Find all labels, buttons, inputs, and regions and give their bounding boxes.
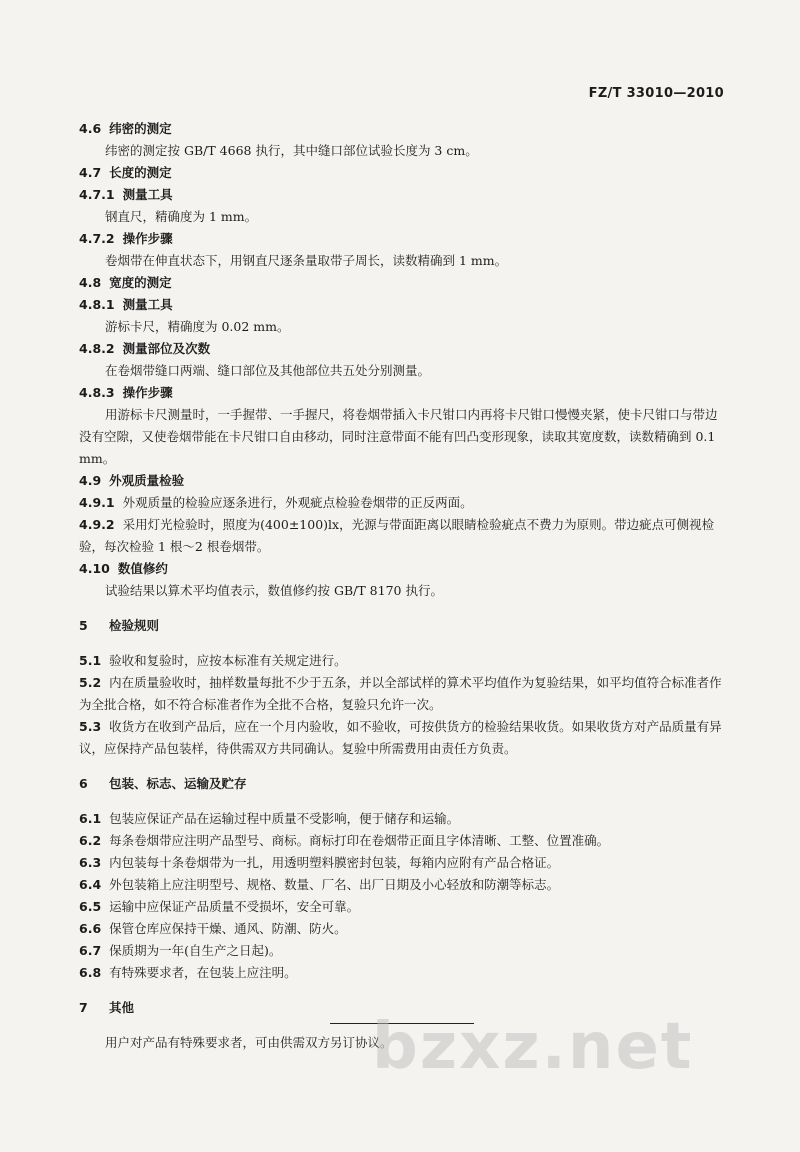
item-text: 采用灯光检验时，照度为(400±100)lx，光源与带面距离以眼睛检验疵点不费力为原则。带边疵点可侧视检验，每次检验 1 根～2 根卷烟带。	[79, 517, 715, 554]
item-number: 5.2	[79, 675, 102, 690]
numbered-item	[79, 650, 727, 672]
section-heading	[79, 558, 727, 580]
item-text: 每条卷烟带应注明产品型号、商标。商标打印在卷烟带正面且字体清晰、工整、位置准确。	[109, 833, 610, 848]
item-number: 6.1	[79, 811, 102, 826]
section-title: 操作步骤	[122, 231, 173, 246]
chapter-title: 检验规则	[109, 618, 160, 633]
section-number: 4.10	[79, 561, 110, 576]
item-number: 5.3	[79, 719, 102, 734]
numbered-item	[79, 716, 727, 760]
section-heading	[79, 228, 727, 250]
item-text: 内包装每十条卷烟带为一扎，用透明塑料膜密封包装，每箱内应附有产品合格证。	[109, 855, 560, 870]
numbered-item	[79, 492, 727, 514]
numbered-item	[79, 962, 727, 984]
section-heading	[79, 470, 727, 492]
section-title: 操作步骤	[122, 385, 173, 400]
chapter-number: 6	[79, 776, 88, 791]
chapter-title: 包装、标志、运输及贮存	[109, 776, 247, 791]
section-number: 4.7.2	[79, 231, 115, 246]
numbered-item	[79, 940, 727, 962]
section-title: 数值修约	[117, 561, 168, 576]
numbered-item	[79, 808, 727, 830]
section-heading	[79, 184, 727, 206]
section-number: 4.7.1	[79, 187, 115, 202]
item-number: 6.2	[79, 833, 102, 848]
section-number: 4.8	[79, 275, 102, 290]
item-text: 运输中应保证产品质量不受损坏，安全可靠。	[109, 899, 360, 914]
section-heading	[79, 382, 727, 404]
item-number: 6.5	[79, 899, 102, 914]
item-number: 6.7	[79, 943, 102, 958]
chapter-heading	[79, 773, 727, 795]
section-heading	[79, 272, 727, 294]
item-text: 外包装箱上应注明型号、规格、数量、厂名、出厂日期及小心轻放和防潮等标志。	[109, 877, 560, 892]
paragraph: 卷烟带在伸直状态下，用钢直尺逐条量取带子周长，读数精确到 1 mm。	[105, 253, 508, 268]
chapter-number: 5	[79, 618, 88, 633]
section-heading	[79, 118, 727, 140]
paragraph: 用户对产品有特殊要求者，可由供需双方另订协议。	[105, 1035, 393, 1050]
section-title: 测量工具	[122, 187, 173, 202]
item-text: 收货方在收到产品后，应在一个月内验收，如不验收，可按供货方的检验结果收货。如果收货方对产品质量有异议，应保持产品包装样，待供需双方共同确认。复验中所需费用由责任方负责。	[79, 719, 722, 756]
paragraph: 在卷烟带缝口两端、缝口部位及其他部位共五处分别测量。	[105, 363, 431, 378]
document-code: FZ/T 33010—2010	[588, 86, 724, 101]
chapter-title: 其他	[109, 1000, 135, 1015]
paragraph: 试验结果以算术平均值表示，数值修约按 GB/T 8170 执行。	[105, 583, 443, 598]
numbered-item	[79, 830, 727, 852]
chapter-number: 7	[79, 1000, 88, 1015]
item-text: 验收和复验时，应按本标准有关规定进行。	[109, 653, 347, 668]
section-number: 4.8.2	[79, 341, 115, 356]
item-text: 外观质量的检验应逐条进行，外观疵点检验卷烟带的正反两面。	[122, 495, 473, 510]
section-title: 纬密的测定	[109, 121, 172, 136]
numbered-item	[79, 852, 727, 874]
paragraph: 钢直尺，精确度为 1 mm。	[105, 209, 258, 224]
item-number: 5.1	[79, 653, 102, 668]
document-body	[79, 118, 727, 1054]
section-title: 测量部位及次数	[122, 341, 211, 356]
section-number: 4.8.1	[79, 297, 115, 312]
section-title: 宽度的测定	[109, 275, 172, 290]
item-text: 包装应保证产品在运输过程中质量不受影响，便于储存和运输。	[109, 811, 460, 826]
section-number: 4.7	[79, 165, 102, 180]
numbered-item	[79, 918, 727, 940]
paragraph: 用游标卡尺测量时，一手握带、一手握尺，将卷烟带插入卡尺钳口内再将卡尺钳口慢慢夹紧，使卡尺钳口与带边没有空隙，又使卷烟带能在卡尺钳口自由移动，同时注意带面不能有凹凸变形现象，读取其宽度数，读数精确到 0.1 mm。	[79, 407, 718, 466]
item-number: 4.9.2	[79, 517, 115, 532]
section-heading	[79, 294, 727, 316]
item-text: 保质期为一年(自生产之日起)。	[109, 943, 282, 958]
section-title: 测量工具	[122, 297, 173, 312]
item-text: 内在质量验收时，抽样数量每批不少于五条，并以全部试样的算术平均值作为复验结果，如平均值符合标准者作为全批合格，如不符合标准者作为全批不合格，复验只允许一次。	[79, 675, 722, 712]
item-number: 6.6	[79, 921, 102, 936]
item-number: 4.9.1	[79, 495, 115, 510]
numbered-item	[79, 672, 727, 716]
numbered-item	[79, 896, 727, 918]
item-text: 保管仓库应保持干燥、通风、防潮、防火。	[109, 921, 347, 936]
numbered-item	[79, 874, 727, 896]
section-title: 长度的测定	[109, 165, 172, 180]
section-heading	[79, 338, 727, 360]
paragraph: 纬密的测定按 GB/T 4668 执行，其中缝口部位试验长度为 3 cm。	[105, 143, 478, 158]
watermark: bzxz.net	[372, 1010, 694, 1084]
section-heading	[79, 162, 727, 184]
section-number: 4.8.3	[79, 385, 115, 400]
item-text: 有特殊要求者，在包装上应注明。	[109, 965, 297, 980]
paragraph: 游标卡尺，精确度为 0.02 mm。	[105, 319, 290, 334]
numbered-item	[79, 514, 727, 558]
section-number: 4.6	[79, 121, 102, 136]
item-number: 6.4	[79, 877, 102, 892]
item-number: 6.8	[79, 965, 102, 980]
section-number: 4.9	[79, 473, 102, 488]
item-number: 6.3	[79, 855, 102, 870]
chapter-heading	[79, 615, 727, 637]
section-title: 外观质量检验	[109, 473, 185, 488]
